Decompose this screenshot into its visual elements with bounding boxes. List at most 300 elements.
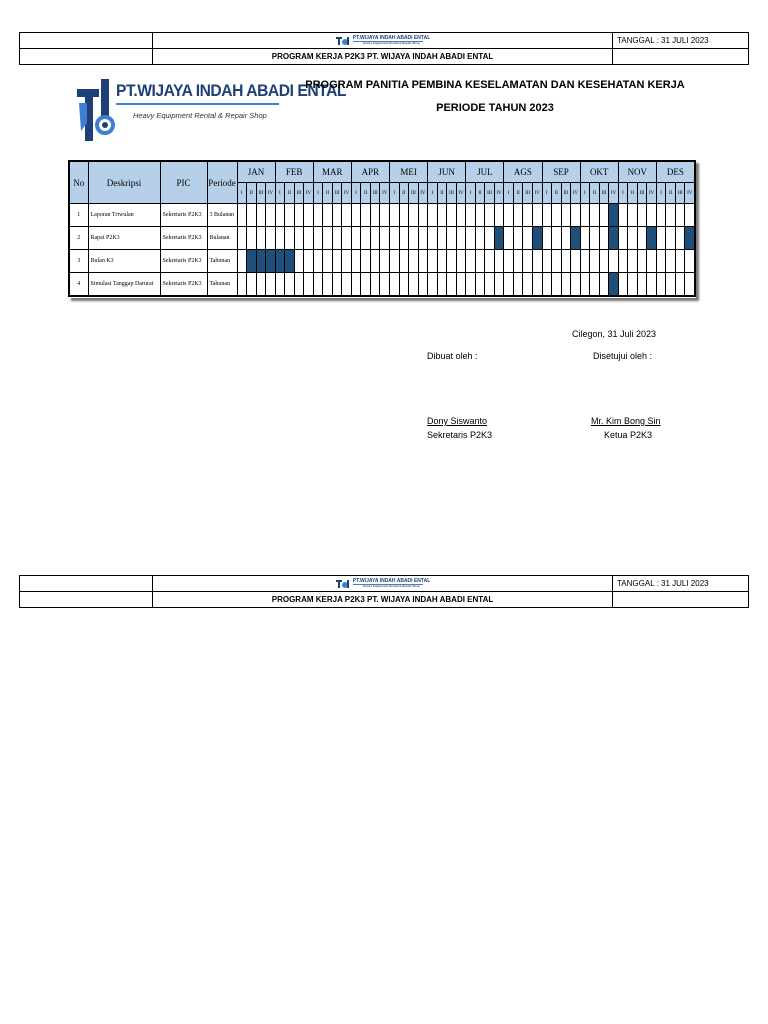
schedule-cell bbox=[332, 250, 342, 273]
schedule-cell bbox=[542, 273, 552, 297]
row-description: Bulan K3 bbox=[88, 250, 160, 273]
schedule-cell bbox=[390, 273, 400, 297]
schedule-cell bbox=[456, 227, 466, 250]
week-header: IV bbox=[685, 183, 695, 204]
row-number: 3 bbox=[69, 250, 88, 273]
schedule-cell bbox=[332, 204, 342, 227]
month-header: APR bbox=[351, 161, 389, 183]
schedule-cell bbox=[637, 227, 647, 250]
schedule-mark bbox=[532, 227, 542, 250]
schedule-cell bbox=[590, 204, 600, 227]
company-logo-icon bbox=[335, 36, 351, 46]
schedule-cell bbox=[685, 273, 695, 297]
schedule-cell bbox=[628, 204, 638, 227]
schedule-cell bbox=[504, 204, 514, 227]
schedule-cell bbox=[437, 250, 447, 273]
schedule-cell bbox=[342, 227, 352, 250]
week-header: III bbox=[256, 183, 266, 204]
schedule-cell bbox=[313, 273, 323, 297]
month-header: MEI bbox=[390, 161, 428, 183]
schedule-cell bbox=[323, 227, 333, 250]
schedule-cell bbox=[266, 273, 276, 297]
schedule-cell bbox=[266, 204, 276, 227]
header-empty-cell bbox=[613, 592, 749, 608]
mini-logo-name: PT.WIJAYA INDAH ABADI ENTAL bbox=[352, 35, 431, 41]
schedule-cell bbox=[618, 227, 628, 250]
schedule-mark bbox=[275, 250, 285, 273]
schedule-cell bbox=[456, 250, 466, 273]
schedule-cell bbox=[542, 227, 552, 250]
schedule-cell bbox=[409, 250, 419, 273]
schedule-cell bbox=[580, 227, 590, 250]
week-header: III bbox=[561, 183, 571, 204]
week-header: IV bbox=[532, 183, 542, 204]
week-header: II bbox=[475, 183, 485, 204]
schedule-cell bbox=[580, 204, 590, 227]
week-header: III bbox=[523, 183, 533, 204]
schedule-cell bbox=[475, 204, 485, 227]
schedule-cell bbox=[532, 250, 542, 273]
place-date: Cilegon, 31 Juli 2023 bbox=[572, 329, 657, 339]
schedule-cell bbox=[428, 273, 438, 297]
schedule-cell bbox=[609, 250, 619, 273]
schedule-cell bbox=[599, 204, 609, 227]
schedule-mark bbox=[266, 250, 276, 273]
schedule-cell bbox=[523, 227, 533, 250]
week-header: I bbox=[618, 183, 628, 204]
schedule-cell bbox=[332, 227, 342, 250]
schedule-cell bbox=[370, 273, 380, 297]
row-pic: Sekretaris P2K3 bbox=[160, 204, 207, 227]
schedule-cell bbox=[390, 250, 400, 273]
schedule-cell bbox=[561, 250, 571, 273]
schedule-cell bbox=[647, 250, 657, 273]
schedule-cell bbox=[494, 273, 504, 297]
schedule-cell bbox=[275, 227, 285, 250]
schedule-mark bbox=[256, 250, 266, 273]
week-header: II bbox=[323, 183, 333, 204]
mini-logo-tagline: Heavy Equipment Rental & Repair Shop bbox=[363, 584, 420, 588]
schedule-cell bbox=[456, 204, 466, 227]
schedule-mark bbox=[647, 227, 657, 250]
schedule-cell bbox=[418, 204, 428, 227]
schedule-cell bbox=[370, 204, 380, 227]
week-header: I bbox=[580, 183, 590, 204]
schedule-cell bbox=[628, 273, 638, 297]
week-header: I bbox=[237, 183, 247, 204]
week-header: I bbox=[351, 183, 361, 204]
company-tagline: Heavy Equipment Rental & Repair Shop bbox=[133, 111, 267, 120]
week-header: I bbox=[542, 183, 552, 204]
schedule-cell bbox=[542, 250, 552, 273]
schedule-cell bbox=[466, 204, 476, 227]
schedule-cell bbox=[237, 250, 247, 273]
schedule-cell bbox=[247, 204, 257, 227]
schedule-cell bbox=[552, 250, 562, 273]
schedule-cell bbox=[504, 227, 514, 250]
column-header-pic: PIC bbox=[160, 161, 207, 204]
schedule-cell bbox=[656, 273, 666, 297]
schedule-cell bbox=[256, 227, 266, 250]
week-header: IV bbox=[571, 183, 581, 204]
schedule-cell bbox=[590, 250, 600, 273]
schedule-cell bbox=[485, 204, 495, 227]
week-header: I bbox=[313, 183, 323, 204]
week-header: IV bbox=[494, 183, 504, 204]
table-row bbox=[69, 250, 695, 273]
schedule-mark bbox=[609, 227, 619, 250]
schedule-mark bbox=[571, 227, 581, 250]
schedule-cell bbox=[637, 273, 647, 297]
schedule-cell bbox=[351, 204, 361, 227]
schedule-cell bbox=[475, 250, 485, 273]
schedule-cell bbox=[323, 273, 333, 297]
schedule-cell bbox=[456, 273, 466, 297]
program-line: PROGRAM KERJA P2K3 PT. WIJAYA INDAH ABADI ENTAL bbox=[153, 592, 613, 608]
schedule-cell bbox=[552, 204, 562, 227]
schedule-cell bbox=[447, 250, 457, 273]
schedule-cell bbox=[361, 204, 371, 227]
week-header: III bbox=[637, 183, 647, 204]
company-name-underline bbox=[116, 103, 279, 105]
schedule-cell bbox=[494, 204, 504, 227]
schedule-cell bbox=[513, 250, 523, 273]
schedule-cell bbox=[247, 273, 257, 297]
schedule-cell bbox=[256, 204, 266, 227]
schedule-cell bbox=[637, 250, 647, 273]
schedule-cell bbox=[618, 273, 628, 297]
week-header: II bbox=[666, 183, 676, 204]
header-table-bottom bbox=[19, 575, 749, 608]
schedule-table bbox=[68, 160, 696, 297]
week-header: III bbox=[599, 183, 609, 204]
schedule-cell bbox=[313, 250, 323, 273]
row-period: 3 Bulanan bbox=[207, 204, 237, 227]
week-header: III bbox=[409, 183, 419, 204]
made-by-label: Dibuat oleh : bbox=[427, 351, 478, 361]
schedule-cell bbox=[628, 250, 638, 273]
company-logo-icon bbox=[335, 579, 351, 589]
schedule-cell bbox=[552, 273, 562, 297]
column-header-desc: Deskripsi bbox=[88, 161, 160, 204]
schedule-cell bbox=[532, 204, 542, 227]
schedule-cell bbox=[361, 227, 371, 250]
schedule-cell bbox=[380, 204, 390, 227]
schedule-cell bbox=[237, 227, 247, 250]
schedule-cell bbox=[485, 273, 495, 297]
schedule-mark bbox=[609, 273, 619, 297]
schedule-cell bbox=[361, 273, 371, 297]
week-header: IV bbox=[456, 183, 466, 204]
schedule-cell bbox=[370, 250, 380, 273]
month-header: AGS bbox=[504, 161, 542, 183]
schedule-table-wrapper bbox=[68, 160, 696, 298]
row-pic: Sekretaris P2K3 bbox=[160, 273, 207, 297]
schedule-cell bbox=[275, 204, 285, 227]
schedule-cell bbox=[399, 250, 409, 273]
week-header: I bbox=[275, 183, 285, 204]
schedule-cell bbox=[675, 204, 685, 227]
schedule-cell bbox=[323, 204, 333, 227]
row-description: Laporan Triwulan bbox=[88, 204, 160, 227]
schedule-cell bbox=[599, 250, 609, 273]
schedule-cell bbox=[523, 204, 533, 227]
week-header: II bbox=[399, 183, 409, 204]
schedule-cell bbox=[409, 227, 419, 250]
schedule-cell bbox=[237, 204, 247, 227]
schedule-cell bbox=[513, 227, 523, 250]
header-table-top bbox=[19, 32, 749, 65]
schedule-cell bbox=[418, 273, 428, 297]
month-header: MAR bbox=[313, 161, 351, 183]
schedule-cell bbox=[561, 273, 571, 297]
schedule-mark bbox=[609, 204, 619, 227]
schedule-cell bbox=[494, 250, 504, 273]
schedule-cell bbox=[656, 250, 666, 273]
schedule-cell bbox=[513, 204, 523, 227]
schedule-cell bbox=[428, 227, 438, 250]
schedule-cell bbox=[666, 204, 676, 227]
week-header: III bbox=[332, 183, 342, 204]
schedule-cell bbox=[399, 227, 409, 250]
schedule-cell bbox=[532, 273, 542, 297]
date-cell: TANGGAL : 31 JULI 2023 bbox=[613, 576, 749, 592]
schedule-mark bbox=[685, 227, 695, 250]
maker-name: Dony Siswanto bbox=[427, 416, 488, 426]
schedule-cell bbox=[380, 273, 390, 297]
schedule-cell bbox=[504, 273, 514, 297]
week-header: II bbox=[361, 183, 371, 204]
week-header: I bbox=[428, 183, 438, 204]
schedule-cell bbox=[351, 227, 361, 250]
row-pic: Sekretaris P2K3 bbox=[160, 250, 207, 273]
schedule-cell bbox=[523, 250, 533, 273]
schedule-cell bbox=[580, 250, 590, 273]
month-header: JAN bbox=[237, 161, 275, 183]
schedule-cell bbox=[237, 273, 247, 297]
row-pic: Sekretaris P2K3 bbox=[160, 227, 207, 250]
mini-logo-name: PT.WIJAYA INDAH ABADI ENTAL bbox=[352, 578, 431, 584]
schedule-cell bbox=[666, 227, 676, 250]
row-number: 2 bbox=[69, 227, 88, 250]
schedule-cell bbox=[504, 250, 514, 273]
date-cell: TANGGAL : 31 JULI 2023 bbox=[613, 33, 749, 49]
schedule-cell bbox=[466, 227, 476, 250]
schedule-cell bbox=[647, 273, 657, 297]
header-logo-cell bbox=[153, 33, 613, 49]
schedule-cell bbox=[685, 250, 695, 273]
mini-logo-tagline: Heavy Equipment Rental & Repair Shop bbox=[363, 41, 420, 45]
schedule-cell bbox=[437, 227, 447, 250]
schedule-cell bbox=[599, 273, 609, 297]
week-header: IV bbox=[342, 183, 352, 204]
schedule-cell bbox=[294, 273, 304, 297]
schedule-cell bbox=[447, 273, 457, 297]
week-header: IV bbox=[266, 183, 276, 204]
schedule-cell bbox=[256, 273, 266, 297]
schedule-cell bbox=[561, 227, 571, 250]
schedule-cell bbox=[599, 227, 609, 250]
row-number: 1 bbox=[69, 204, 88, 227]
week-header: II bbox=[285, 183, 295, 204]
month-header: FEB bbox=[275, 161, 313, 183]
schedule-cell bbox=[342, 204, 352, 227]
schedule-cell bbox=[475, 227, 485, 250]
schedule-cell bbox=[561, 204, 571, 227]
schedule-cell bbox=[618, 204, 628, 227]
week-header: III bbox=[447, 183, 457, 204]
week-header: I bbox=[656, 183, 666, 204]
schedule-cell bbox=[637, 204, 647, 227]
schedule-cell bbox=[571, 250, 581, 273]
schedule-cell bbox=[523, 273, 533, 297]
week-header: IV bbox=[609, 183, 619, 204]
schedule-cell bbox=[304, 227, 314, 250]
schedule-cell bbox=[656, 204, 666, 227]
row-number: 4 bbox=[69, 273, 88, 297]
header-empty-cell bbox=[20, 576, 153, 592]
row-description: Rapat P2K3 bbox=[88, 227, 160, 250]
schedule-cell bbox=[428, 250, 438, 273]
company-mini-logo bbox=[157, 579, 608, 589]
company-mini-logo bbox=[157, 36, 608, 46]
schedule-cell bbox=[285, 204, 295, 227]
schedule-cell bbox=[485, 250, 495, 273]
row-period: Tahunan bbox=[207, 250, 237, 273]
schedule-cell bbox=[437, 204, 447, 227]
schedule-cell bbox=[685, 204, 695, 227]
maker-role: Sekretaris P2K3 bbox=[427, 430, 493, 440]
column-header-period: Periode bbox=[207, 161, 237, 204]
schedule-cell bbox=[275, 273, 285, 297]
week-header: II bbox=[247, 183, 257, 204]
schedule-cell bbox=[409, 273, 419, 297]
month-header: OKT bbox=[580, 161, 618, 183]
schedule-cell bbox=[590, 227, 600, 250]
schedule-cell bbox=[666, 273, 676, 297]
row-period: Bulanan bbox=[207, 227, 237, 250]
week-header: III bbox=[370, 183, 380, 204]
approver-name: Mr. Kim Bong Sin bbox=[591, 416, 661, 426]
month-header: JUN bbox=[428, 161, 466, 183]
month-header: NOV bbox=[618, 161, 656, 183]
schedule-cell bbox=[351, 273, 361, 297]
schedule-cell bbox=[542, 204, 552, 227]
week-header: IV bbox=[418, 183, 428, 204]
schedule-cell bbox=[361, 250, 371, 273]
month-header: DES bbox=[656, 161, 695, 183]
week-header: II bbox=[628, 183, 638, 204]
week-header: II bbox=[437, 183, 447, 204]
schedule-cell bbox=[571, 204, 581, 227]
schedule-cell bbox=[342, 250, 352, 273]
schedule-cell bbox=[656, 227, 666, 250]
week-header: IV bbox=[304, 183, 314, 204]
program-line: PROGRAM KERJA P2K3 PT. WIJAYA INDAH ABADI ENTAL bbox=[153, 49, 613, 65]
approved-by-label: Disetujui oleh : bbox=[593, 351, 653, 361]
schedule-mark bbox=[494, 227, 504, 250]
schedule-cell bbox=[294, 227, 304, 250]
header-empty-cell bbox=[20, 33, 153, 49]
schedule-cell bbox=[294, 250, 304, 273]
header-empty-cell bbox=[20, 592, 153, 608]
schedule-cell bbox=[304, 204, 314, 227]
week-header: IV bbox=[380, 183, 390, 204]
schedule-cell bbox=[447, 204, 457, 227]
week-header: II bbox=[513, 183, 523, 204]
schedule-cell bbox=[304, 273, 314, 297]
company-name: PT.WIJAYA INDAH ABADI ENTAL bbox=[116, 81, 347, 100]
schedule-cell bbox=[666, 250, 676, 273]
schedule-cell bbox=[304, 250, 314, 273]
schedule-cell bbox=[294, 204, 304, 227]
table-row bbox=[69, 273, 695, 297]
schedule-cell bbox=[447, 227, 457, 250]
week-header: III bbox=[294, 183, 304, 204]
schedule-cell bbox=[466, 250, 476, 273]
week-header: I bbox=[390, 183, 400, 204]
schedule-cell bbox=[390, 227, 400, 250]
column-header-no: No bbox=[69, 161, 88, 204]
schedule-cell bbox=[475, 273, 485, 297]
schedule-cell bbox=[675, 273, 685, 297]
schedule-cell bbox=[399, 204, 409, 227]
schedule-cell bbox=[342, 273, 352, 297]
schedule-cell bbox=[485, 227, 495, 250]
document-title: PROGRAM PANITIA PEMBINA KESELAMATAN DAN KESEHATAN KERJA bbox=[305, 79, 685, 91]
month-header: SEP bbox=[542, 161, 580, 183]
schedule-cell bbox=[266, 227, 276, 250]
schedule-cell bbox=[313, 227, 323, 250]
schedule-cell bbox=[466, 273, 476, 297]
header-empty-cell bbox=[20, 49, 153, 65]
week-header: IV bbox=[647, 183, 657, 204]
week-header: II bbox=[590, 183, 600, 204]
week-header: III bbox=[485, 183, 495, 204]
schedule-cell bbox=[332, 273, 342, 297]
schedule-cell bbox=[580, 273, 590, 297]
schedule-mark bbox=[285, 250, 295, 273]
schedule-mark bbox=[247, 250, 257, 273]
week-header: II bbox=[552, 183, 562, 204]
schedule-cell bbox=[247, 227, 257, 250]
month-header: JUL bbox=[466, 161, 504, 183]
schedule-cell bbox=[323, 250, 333, 273]
schedule-cell bbox=[513, 273, 523, 297]
schedule-cell bbox=[418, 227, 428, 250]
schedule-cell bbox=[590, 273, 600, 297]
schedule-cell bbox=[418, 250, 428, 273]
approver-role: Ketua P2K3 bbox=[604, 430, 653, 440]
week-header: III bbox=[675, 183, 685, 204]
schedule-cell bbox=[399, 273, 409, 297]
table-row bbox=[69, 204, 695, 227]
schedule-cell bbox=[370, 227, 380, 250]
schedule-cell bbox=[380, 250, 390, 273]
schedule-cell bbox=[380, 227, 390, 250]
header-logo-cell bbox=[153, 576, 613, 592]
row-period: Tahunan bbox=[207, 273, 237, 297]
schedule-cell bbox=[351, 250, 361, 273]
schedule-cell bbox=[647, 204, 657, 227]
schedule-cell bbox=[437, 273, 447, 297]
week-header: I bbox=[504, 183, 514, 204]
header-empty-cell bbox=[613, 49, 749, 65]
row-description: Simulasi Tanggap Darurat bbox=[88, 273, 160, 297]
company-logo bbox=[75, 77, 347, 145]
table-row bbox=[69, 227, 695, 250]
schedule-cell bbox=[628, 227, 638, 250]
